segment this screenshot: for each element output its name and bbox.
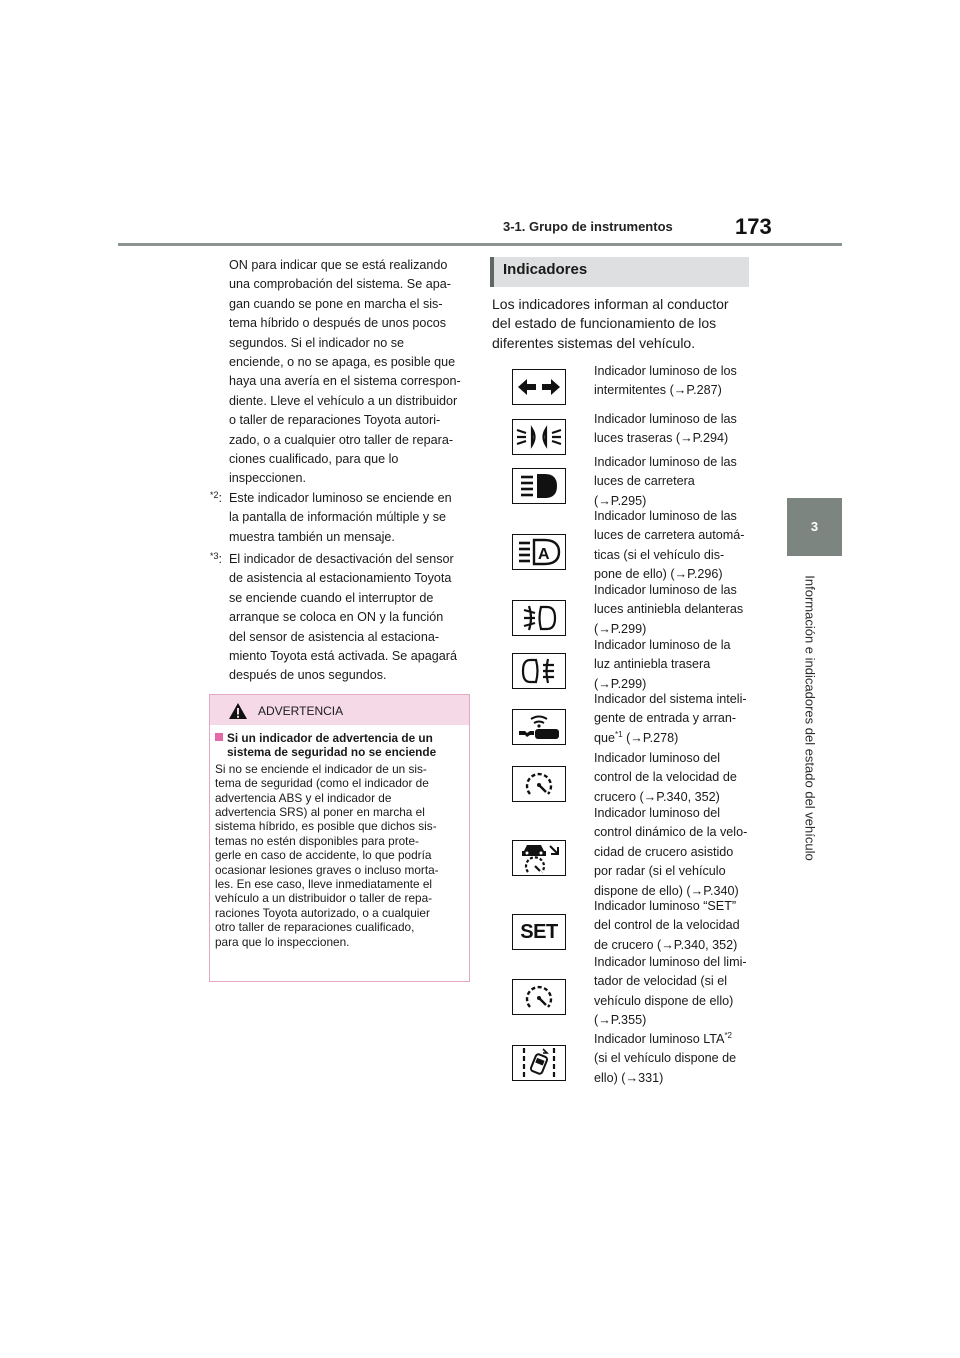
text-line: zado, o a cualquier otro taller de repara- <box>229 432 454 447</box>
smart-key-icon <box>512 709 566 745</box>
text-line: diente. Lleve el vehículo a un distribuidor <box>229 393 458 408</box>
high-beam-icon <box>512 468 566 504</box>
text-line: para que lo inspeccionen. <box>215 934 350 949</box>
indicator-description: Indicador luminoso de las luces de carretera automá- ticas (si el vehículo dis- pone de ello) (→P.296) <box>594 509 745 582</box>
page-number: 173 <box>735 214 772 239</box>
text-line: tema de seguridad (como el indicador de <box>215 776 429 791</box>
chapter-title-vertical <box>798 565 822 870</box>
text-line: Si no se enciende el indicador de un sis- <box>215 761 427 776</box>
pink-square-bullet-icon <box>215 733 223 741</box>
text-line: temas no estén disponibles para prote- <box>215 833 419 848</box>
footnote-mark: *2: <box>210 490 223 505</box>
rear-fog-light-icon <box>512 653 566 689</box>
footnote-3 <box>210 550 472 686</box>
section-title: Indicadores <box>503 261 588 278</box>
text-line: vehículo a un distribuidor o taller de repa- <box>215 891 433 906</box>
text-line: arranque se coloca en ON y la función <box>229 610 444 625</box>
text-line: la pantalla de información múltiple y se <box>229 510 447 525</box>
set-icon-label: SET <box>520 920 558 943</box>
lta-icon <box>512 1045 566 1081</box>
indicator-description: Indicador luminoso de las luces de carretera (→P.295) <box>594 455 737 508</box>
text-line: haya una avería en el sistema correspon- <box>229 374 461 389</box>
text-line: segundos. Si el indicador no se <box>229 335 405 350</box>
indicator-description: Indicador luminoso de los intermitentes (→P.287) <box>594 364 737 398</box>
text-line: gan cuando se pone en marcha el sis- <box>229 296 443 311</box>
footnote-2 <box>210 489 472 547</box>
footnote-mark: *3: <box>210 551 223 566</box>
tail-lights-icon <box>512 419 566 455</box>
text-line: advertencia ABS y el indicador de <box>215 790 392 805</box>
front-fog-light-icon <box>512 600 566 636</box>
chapter-title-text: Información e indicadores del estado del vehículo <box>802 574 818 861</box>
text-line: tema híbrido o después de unos pocos <box>229 316 447 331</box>
text-line: advertencia SRS) al poner en marcha el <box>215 805 425 820</box>
text-line: ocasionar lesiones graves o incluso morta- <box>215 862 439 877</box>
text-line: El indicador de desactivación del sensor <box>229 552 454 566</box>
text-line: ciones cualificado, para que lo <box>229 452 399 467</box>
text-line: del sensor de asistencia al estaciona- <box>229 629 440 644</box>
warning-body <box>210 725 469 949</box>
header-divider <box>118 243 842 246</box>
text-line: sistema híbrido, es posible que dichos sis- <box>215 819 437 834</box>
indicator-description: Indicador luminoso del control de la velocidad de crucero (→P.340, 352) <box>594 751 737 804</box>
indicator-description: Indicador luminoso de las luces traseras (→P.294) <box>594 412 737 446</box>
warning-title: ADVERTENCIA <box>258 704 344 718</box>
text-line: ON para indicar que se está realizando <box>229 258 448 272</box>
chapter-tab: 3 <box>787 498 842 556</box>
text-line: una comprobación del sistema. Se apa- <box>229 277 451 292</box>
header-section-title: 3-1. Grupo de instrumentos <box>503 219 673 234</box>
section-heading-bar <box>490 257 749 287</box>
warning-subheading: Si un indicador de advertencia de un sistema de seguridad no se enciende <box>215 731 463 760</box>
radar-cruise-icon <box>512 840 566 876</box>
cruise-control-icon <box>512 766 566 802</box>
warning-triangle-icon <box>228 702 248 725</box>
warning-header <box>210 695 469 725</box>
text-line: muestra también un mensaje. <box>229 529 395 544</box>
turn-signal-arrows-icon <box>512 369 566 405</box>
text-line: Los indicadores informan al conductor <box>492 296 729 312</box>
text-line: después de unos segundos. <box>229 668 387 683</box>
auto-high-beam-icon <box>512 534 566 570</box>
svg-text:A: A <box>538 546 550 563</box>
text-line: diferentes sistemas del vehículo. <box>492 334 696 351</box>
speed-limiter-icon <box>512 979 566 1015</box>
text-line: raciones Toyota autorizado, o a cualquier <box>215 905 430 920</box>
indicator-description: Indicador luminoso del limi- tador de velocidad (si el vehículo dispone de ello) (→P.355) <box>594 955 747 1028</box>
text-line: otro taller de reparaciones cualificado, <box>215 920 415 935</box>
indicator-description: Indicador del sistema inteli- gente de entrada y arran- que$^{*1}$ (→P.278) <box>594 692 747 745</box>
set-indicator-icon <box>512 914 566 950</box>
text-line: se enciende cuando el interruptor de <box>229 590 434 605</box>
indicator-description: Indicador luminoso “SET” del control de la velocidad de crucero (→P.340, 352) <box>594 899 740 952</box>
text-line: inspeccionen. <box>229 471 307 486</box>
text-line: gerle en caso de accidente, lo que podría <box>215 848 432 863</box>
warning-box <box>209 694 470 982</box>
text-line: miento Toyota está activada. Se apagará <box>229 649 458 664</box>
section-intro <box>492 295 754 353</box>
text-line: de asistencia al estacionamiento Toyota <box>229 571 452 586</box>
text-line: les. En ese caso, lleve inmediatamente el <box>215 877 433 892</box>
text-line: o taller de reparaciones Toyota autori- <box>229 413 441 428</box>
text-line: del estado de funcionamiento de los <box>492 315 717 332</box>
indicator-description: Indicador luminoso LTA$^{*2}$ (si el vehículo dispone de ello) (→331) <box>594 1030 737 1085</box>
continued-paragraph <box>229 256 469 489</box>
indicator-description: Indicador luminoso del control dinámico de la velo- cidad de crucero asistido por radar (si el vehículo dispone de ello) (→P.340) <box>594 806 748 898</box>
indicator-description: Indicador luminoso de las luces antiniebla delanteras (→P.299) <box>594 583 744 636</box>
indicator-description: Indicador luminoso de la luz antiniebla trasera (→P.299) <box>594 638 731 691</box>
text-line: Este indicador luminoso se enciende en <box>229 491 452 505</box>
text-line: enciende, o no se apaga, es posible que <box>229 355 456 370</box>
